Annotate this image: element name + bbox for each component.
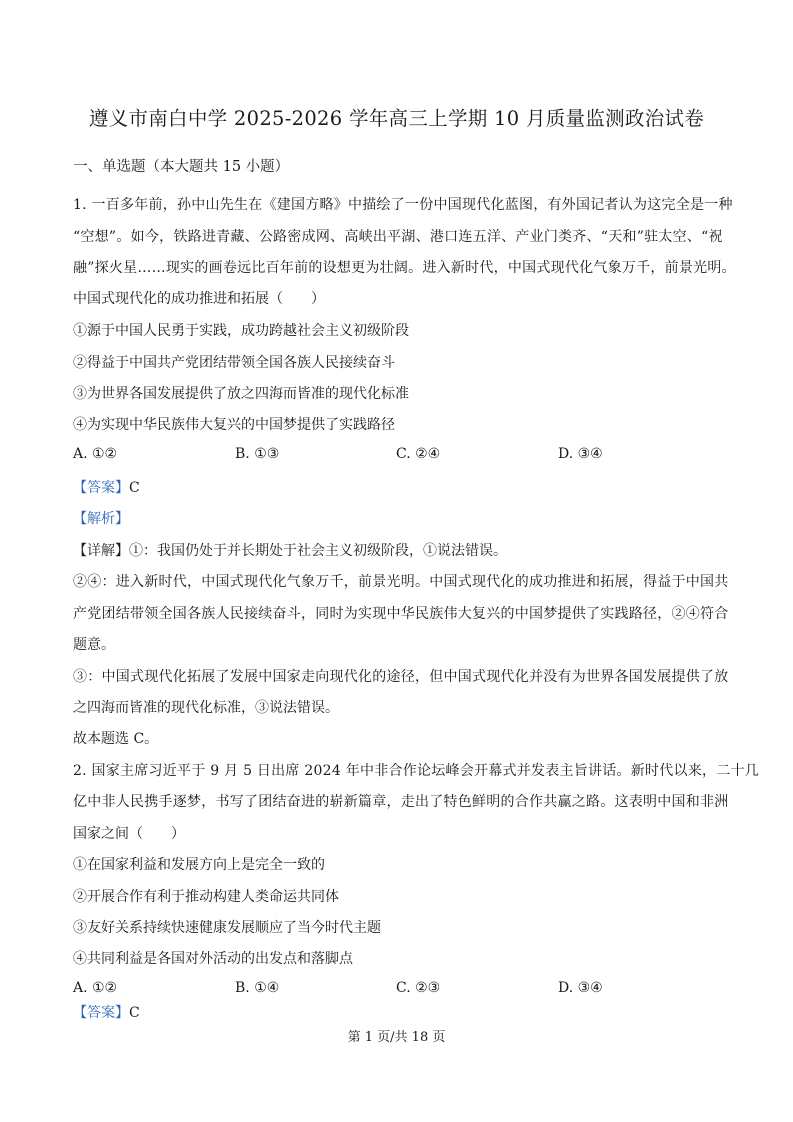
detail-text: ①：我国仍处于并长期处于社会主义初级阶段，①说法错误。 (129, 543, 507, 559)
detail-tag: 【详解】 (73, 543, 129, 559)
q1-stem-line: 1. 一百多年前，孙中山先生在《建国方略》中描绘了一份中国现代化蓝图，有外国记者认为这完全是一种 (73, 197, 733, 213)
q1-option-2: ②得益于中国共产党团结带领全国各族人民接续奋斗 (73, 355, 395, 371)
q2-option-4: ④共同利益是各国对外活动的出发点和落脚点 (73, 951, 353, 967)
q1-stem-line: “空想”。如今，铁路进青藏、公路密成网、高峡出平湖、港口连五洋、产业门类齐、“天和”驻太空、“祝 (73, 229, 723, 245)
q2-stem-line: 国家之间（ ） (73, 826, 185, 842)
q1-detail-line: 之四海而皆准的现代化标准，③说法错误。 (73, 700, 339, 716)
answer-tag: 【答案】 (73, 1005, 129, 1021)
q2-choice-a: A. ①② (73, 980, 118, 996)
q1-option-3: ③为世界各国发展提供了放之四海而皆准的现代化标准 (73, 386, 409, 402)
q1-detail-line: 题意。 (73, 637, 115, 653)
q2-option-3: ③友好关系持续快速健康发展顺应了当今时代主题 (73, 920, 381, 936)
q1-option-1: ①源于中国人民勇于实践，成功跨越社会主义初级阶段 (73, 323, 409, 339)
q2-choice-d: D. ③④ (558, 980, 603, 996)
q1-choice-c: C. ②④ (396, 446, 441, 462)
q1-analysis (73, 508, 129, 528)
q1-stem-line: 中国式现代化的成功推进和拓展（ ） (73, 291, 325, 307)
q2-option-2: ②开展合作有利于推动构建人类命运共同体 (73, 889, 339, 905)
answer-value: C (129, 1005, 140, 1021)
q2-option-1: ①在国家利益和发展方向上是完全一致的 (73, 857, 325, 873)
q1-detail-line: 产党团结带领全国各族人民接续奋斗，同时为实现中华民族伟大复兴的中国梦提供了实践路径，②④符合 (73, 606, 729, 622)
q2-choice-b: B. ①④ (235, 980, 280, 996)
q2-choice-c: C. ②③ (396, 980, 441, 996)
q1-detail-line: 故本题选 C。 (73, 731, 159, 747)
page-footer: 第 1 页/共 18 页 (347, 1030, 446, 1045)
q2-answer (73, 1002, 140, 1022)
q1-detail-line (73, 540, 507, 560)
q2-stem-line: 亿中非人民携手逐梦，书写了团结奋进的崭新篇章，走出了特色鲜明的合作共赢之路。这表明中国和非洲 (73, 794, 729, 810)
q1-stem-line: 融”探火星……现实的画卷远比百年前的设想更为壮阔。进入新时代，中国式现代化气象万千，前景光明。 (73, 260, 736, 276)
q2-stem-line: 2. 国家主席习近平于 9 月 5 日出席 2024 年中非合作论坛峰会开幕式并发表主旨讲话。新时代以来，二十几 (73, 763, 759, 779)
q1-detail-line: ③：中国式现代化拓展了发展中国家走向现代化的途径，但中国式现代化并没有为世界各国发展提供了放 (73, 669, 729, 685)
answer-tag: 【答案】 (73, 480, 129, 496)
q1-choice-b: B. ①③ (235, 446, 280, 462)
answer-value: C (129, 480, 140, 496)
q1-answer (73, 477, 140, 497)
section-heading: 一、单选题（本大题共 15 小题） (73, 159, 290, 175)
analysis-tag: 【解析】 (73, 511, 129, 527)
q1-detail-line: ②④：进入新时代，中国式现代化气象万千，前景光明。中国式现代化的成功推进和拓展，得益于中国共 (73, 574, 729, 590)
q1-choice-a: A. ①② (73, 446, 118, 462)
q1-option-4: ④为实现中华民族伟大复兴的中国梦提供了实践路径 (73, 417, 395, 433)
page-title: 遵义市南白中学 2025-2026 学年高三上学期 10 月质量监测政治试卷 (88, 107, 705, 130)
q1-choice-d: D. ③④ (558, 446, 603, 462)
